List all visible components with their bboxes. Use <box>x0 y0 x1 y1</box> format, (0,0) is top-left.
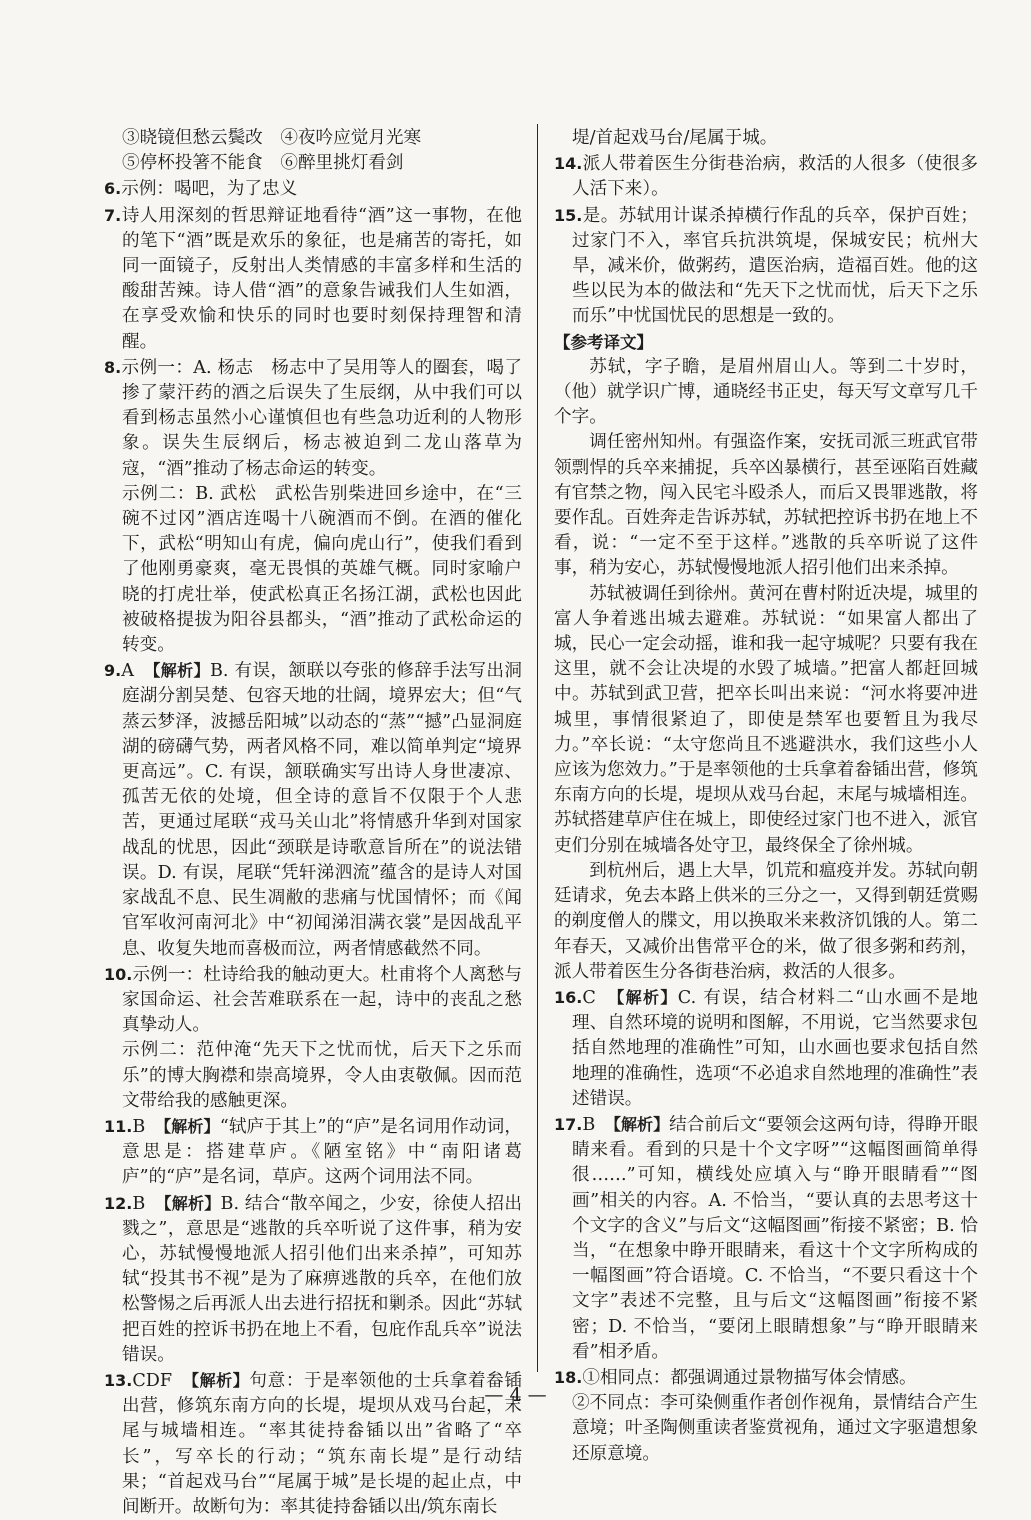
column-divider <box>537 124 538 1372</box>
translation-paragraph: 调任密州知州。有强盗作案，安抚司派三班武官带领剽悍的兵卒来捕捉，兵卒凶暴横行，甚至诬陷百姓藏有官禁之物，闯入民宅斗殴杀人，而后又畏罪逃散，将要作乱。百姓奔走告诉苏轼，苏轼把控诉书扔在地上不看，说：“一定不至于这样。”逃散的兵卒听说了这件事，稍为安心，苏轼慢慢地派人招引他们出来杀掉。 <box>554 432 978 579</box>
answer-text: 示例一：A. 杨志 杨志中了吴用等人的圈套，喝了掺了蒙汗药的酒之后误失了生辰纲，从中我们可以看到杨志虽然小心谨慎但也有些急功近利的人物形象。误失生辰纲后，杨志被迫到二龙山落草为寇，“酒”推动了杨志命运的转变。 <box>121 357 522 479</box>
analysis-tag: 【解析】 <box>163 1116 220 1136</box>
answer-13-continued: 堤/首起戏马台/尾属于城。 <box>572 128 778 148</box>
answer-11 <box>104 1114 522 1191</box>
analysis-text: B. 有误，颔联以夸张的修辞手法写出洞庭湖分割吴楚、包容天地的壮阔，境界宏大；但“气蒸云梦泽，波撼岳阳城”以动态的“蒸”“撼”凸显洞庭湖的磅礴气势，两者风格不同，难以简单判定“境界更高远”。C. 有误，颔联确实写出诗人身世凄凉、孤苦无依的处境，但全诗的意旨不仅限于个人悲苦，更通过尾联“戎马关山北”将情感升华到对国家战乱的忧思，因此“颈联是诗歌意旨所在”的说法错误。D. 有误，尾联“凭轩涕泗流”蕴含的是诗人对国家战乱不息、民生凋敝的悲痛与忧国情怀；而《闻官军收河南河北》中“初闻涕泪满衣裳”是因战乱平息、收复失地而喜极而泣，两者情感截然不同。 <box>122 661 522 959</box>
answer-8 <box>104 355 522 482</box>
question-number: 16. <box>554 987 583 1007</box>
analysis-text: “轼庐于其上”的“庐”是名词用作动词，意思是：搭建草庐。《陋室铭》中“南阳诸葛庐”的“庐”是名词，草庐。这两个词用法不同。 <box>122 1116 522 1188</box>
analysis-tag: 【解析】 <box>616 987 678 1007</box>
translation-heading: 【参考译文】 <box>554 332 653 352</box>
answer-12 <box>104 1191 522 1368</box>
answer-choice: B <box>582 1114 596 1135</box>
answer-7 <box>104 203 522 355</box>
question-number: 8. <box>104 357 122 377</box>
answer-text: 示例：喝吧，为了忠义 <box>121 179 298 200</box>
answer-text: 诗人用深刻的哲思辩证地看待“酒”这一事物，在他的笔下“酒”既是欢乐的象征，也是痛苦的寄托，如同一面镜子，反射出人类情感的丰富多样和生活的酸甜苦辣。诗人借“酒”的意象告诫我们人生如酒，在享受欢愉和快乐的同时也要时刻保持理智和清醒。 <box>121 205 522 352</box>
analysis-tag: 【解析】 <box>190 1370 250 1390</box>
answer-choice: B <box>132 1193 146 1214</box>
answer-choice: B <box>132 1116 146 1137</box>
question-number: 10. <box>104 964 133 984</box>
question-number: 18. <box>554 1367 583 1387</box>
analysis-text: 句意：于是率领他的士兵拿着畚锸出营，修筑东南方向的长堤，堤坝从戏马台起，末尾与城墙相连。“率其徒持畚锸以出”省略了“卒长”，写卒长的行动；“筑东南长堤”是行动结果；“首起戏马台”“尾属于城”是长堤的起止点，中间断开。故断句为：率其徒持畚锸以出/筑东南长 <box>122 1370 522 1517</box>
answer-choice: A <box>121 661 134 682</box>
answer-10-example-2: 示例二：范仲淹“先天下之忧而忧，后天下之乐而乐”的博大胸襟和崇高境界，令人由衷敬佩。因而范文带给我的感触更深。 <box>122 1040 522 1111</box>
analysis-text: B. 结合“散卒闻之，少安，徐使人招出戮之”，意思是“逃散的兵卒听说了这件事，稍为安心，苏轼慢慢地派人招引他们出来杀掉”，可知苏轼“投其书不视”是为了麻痹逃散的兵卒，在他们放松警惕之后再派人出去进行招抚和剿杀。因此“苏轼把百姓的控诉书扔在地上不看，包庇作乱兵卒”说法错误。 <box>122 1193 522 1365</box>
answer-10 <box>104 962 522 1039</box>
page-number: — 4 — <box>484 1384 547 1406</box>
answer-text: 是。苏轼用计谋杀掉横行作乱的兵卒，保护百姓；过家门不入，率官兵抗洪筑堤，保城安民；杭州大旱，减米价，做粥药，遣医治病，造福百姓。他的这些以民为本的做法和“先天下之忧而忧，后天下之乐而乐”中忧国忧民的思想是一致的。 <box>572 205 978 327</box>
poem-line: ③晓镜但愁云鬓改 ④夜吟应觉月光寒 <box>122 128 422 148</box>
answer-18-part-2: ②不同点：李可染侧重作者创作视角，景情结合产生意境；叶圣陶侧重读者鉴赏视角，通过文字驱遣想象还原意境。 <box>572 1393 978 1464</box>
answer-17 <box>554 1112 978 1365</box>
translation-paragraph: 苏轼，字子瞻，是眉州眉山人。等到二十岁时，（他）就学识广博，通晓经书正史，每天写文章写几千个字。 <box>554 356 978 428</box>
answer-text: 派人带着医生分街巷治病，救活的人很多（使很多人活下来）。 <box>572 154 978 200</box>
question-number: 14. <box>554 154 583 174</box>
answer-6 <box>104 176 522 202</box>
right-column <box>554 126 978 1467</box>
analysis-tag: 【解析】 <box>163 1193 221 1213</box>
analysis-text: 结合前后文“要领会这两句诗，得睁开眼睛来看。看到的只是十个文字呀”“这幅图画简单得很……”可知，横线处应填入与“睁开眼睛看”“图画”相关的内容。A. 不恰当，“要认真的去思考这十个文字的含义”与后文“这幅图画”衔接不紧密；B. 恰当，“在想象中睁开眼睛来，看这十个文字所构成的一幅图画”符合语境。C. 不恰当，“不要只看这十个文字”表述不完整，且与后文“这幅图画”衔接不紧密；D. 不恰当，“要闭上眼睛想象”与“睁开眼睛来看”相矛盾。 <box>572 1114 978 1362</box>
answer-16 <box>554 985 978 1112</box>
translation-paragraph: 苏轼被调任到徐州。黄河在曹村附近决堤，城里的富人争着逃出城去避难。苏轼说：“如果富人都出了城，民心一定会动摇，谁和我一起守城呢？只要有我在这里，就不会让决堤的水毁了城墙。”把富人都赶回城中。苏轼到武卫营，把卒长叫出来说：“河水将要冲进城里，事情很紧迫了，即使是禁军也要暂且为我尽力。”卒长说：“太守您尚且不逃避洪水，我们这些小人应该为您效力。”于是率领他的士兵拿着畚锸出营，修筑东南方向的长堤，堤坝从戏马台起，末尾与城墙相连。苏轼搭建草庐住在城上，即使经过家门也不进入，派官吏们分别在城墙各处守卫，最终保全了徐州城。 <box>554 583 978 856</box>
question-number: 12. <box>104 1193 133 1213</box>
answer-choice: CDF <box>132 1370 173 1391</box>
left-column <box>104 126 522 1520</box>
question-number: 15. <box>554 205 583 225</box>
poem-line: ⑤停杯投箸不能食 ⑥醉里挑灯看剑 <box>122 153 404 174</box>
question-number: 13. <box>104 1370 133 1390</box>
answer-15 <box>554 203 978 330</box>
analysis-text: C. 有误，结合材料二“山水画不是地理、自然环境的说明和图解，不用说，它当然要求包括自然地理的准确性”可知，山水画也要求包括自然地理的准确性，选项“不必追求自然地理的准确性”表述错误。 <box>572 987 978 1109</box>
answer-text: 示例一：杜诗给我的触动更大。杜甫将个人离愁与家国命运、社会苦难联系在一起，诗中的丧乱之愁真挚动人。 <box>122 964 522 1036</box>
answer-9 <box>104 658 522 961</box>
question-number: 6. <box>104 179 122 199</box>
question-number: 11. <box>104 1116 133 1136</box>
analysis-tag: 【解析】 <box>152 661 210 681</box>
question-number: 17. <box>554 1114 583 1134</box>
answer-8-example-2: 示例二：B. 武松 武松告别柴进回乡途中，在“三碗不过冈”酒店连喝十八碗酒而不倒。在酒的催化下，武松“明知山有虎，偏向虎山行”，使我们看到了他刚勇豪爽，毫无畏惧的英雄气概。同时家喻户晓的打虎壮举，使武松真正名扬江湖，武松也因此被破格提拔为阳谷县都头，“酒”推动了武松命运的转变。 <box>122 483 522 656</box>
question-number: 7. <box>104 205 122 225</box>
translation-paragraph: 到杭州后，遇上大旱，饥荒和瘟疫并发。苏轼向朝廷请求，免去本路上供米的三分之一，又得到朝廷赏赐的剃度僧人的牒文，用以换取米来救济饥饿的人。第二年春天，又减价出售常平仓的米，做了很多粥和药剂，派人带着医生分各街巷治病，救活的人很多。 <box>554 860 978 982</box>
answer-text: ①相同点：都强调通过景物描写体会情感。 <box>582 1367 917 1388</box>
question-number: 9. <box>104 661 122 681</box>
answer-14 <box>554 151 978 202</box>
answer-choice: C <box>582 987 596 1008</box>
analysis-tag: 【解析】 <box>612 1114 670 1134</box>
